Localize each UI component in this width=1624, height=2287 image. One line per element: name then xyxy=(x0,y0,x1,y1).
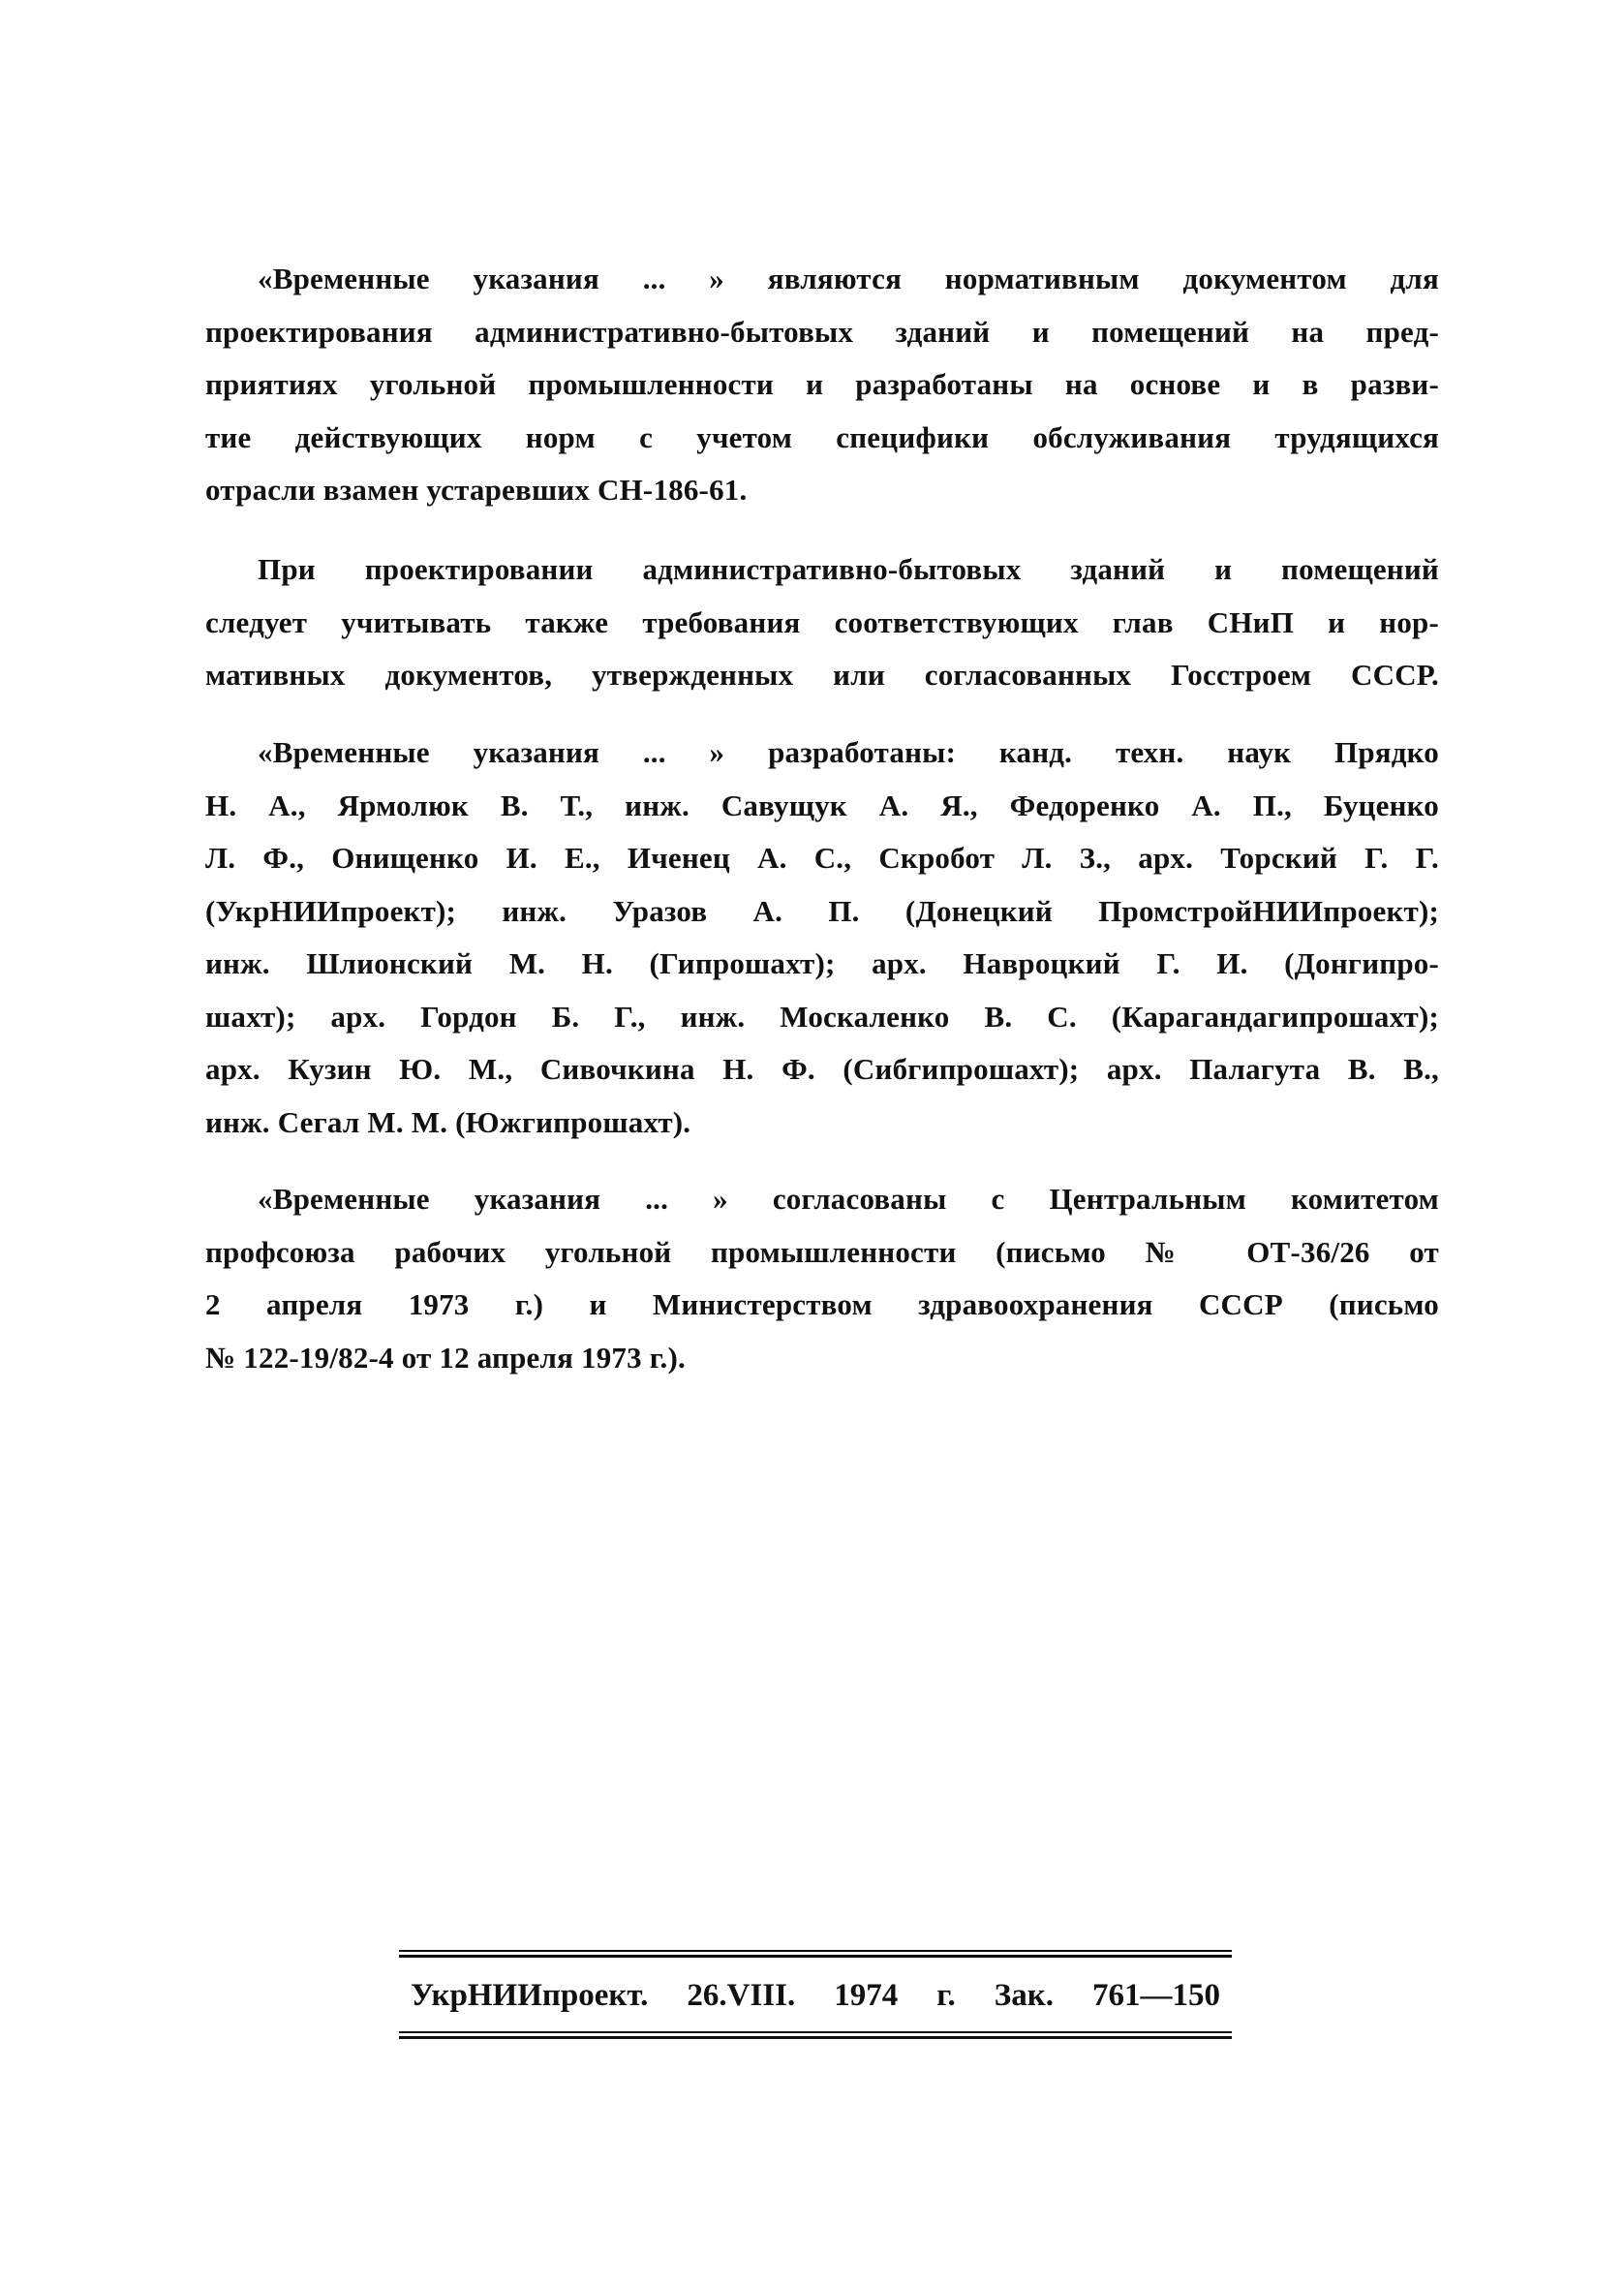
text-line: инж. Сегал М. М. (Южгипрошахт). xyxy=(205,1104,691,1139)
divider xyxy=(399,1950,1232,1952)
text-line: инж. Шлионский М. Н. (Гипрошахт); арх. Навроцкий Г. И. (Донгипро- xyxy=(205,946,1439,980)
text-line: Л. Ф., Онищенко И. Е., Иченец А. С., Скробот Л. З., арх. Торский Г. Г. xyxy=(205,841,1439,875)
text-line: № 122-19/82-4 от 12 апреля 1973 г.). xyxy=(205,1340,686,1375)
text-line: арх. Кузин Ю. М., Сивочкина Н. Ф. (Сибгипрошахт); арх. Палагута В. В., xyxy=(205,1052,1439,1086)
divider xyxy=(399,1955,1232,1958)
text-line: тие действующих норм с учетом специфики обслуживания трудящихся xyxy=(205,419,1439,454)
text-line: приятиях угольной промышленности и разработаны на основе и в разви- xyxy=(205,367,1439,401)
paragraph-authors xyxy=(205,733,1439,1156)
text-line: «Временные указания ... » разработаны: канд. техн. наук Прядко xyxy=(258,735,1439,769)
text-line: 2 апреля 1973 г.) и Министерством здравоохранения СССР (письмо xyxy=(205,1287,1439,1321)
text-line: мативных документов, утвержденных или согласованных Госстроем СССР. xyxy=(205,658,1439,692)
paragraph-approvals xyxy=(205,1180,1439,1391)
paragraph-requirements xyxy=(205,550,1439,709)
text-line: шахт); арх. Гордон Б. Г., инж. Москаленко В. С. (Карагандагипрошахт); xyxy=(205,999,1439,1034)
text-line: следует учитывать также требования соответствующих глав СНиП и нор- xyxy=(205,604,1439,639)
text-line: отрасли взамен устаревших СН-186-61. xyxy=(205,473,748,507)
text-line: «Временные указания ... » согласованы с Центральным комитетом xyxy=(258,1182,1439,1216)
imprint-text: УкрНИИпроект. 26.VIII. 1974 г. Зак. 761—150 xyxy=(411,1978,1220,2013)
text-line: «Временные указания ... » являются нормативным документом для xyxy=(258,262,1439,295)
text-line: (УкрНИИпроект); инж. Уразов А. П. (Донецкий ПромстройНИИпроект); xyxy=(205,893,1439,928)
text-line: проектирования административно-бытовых зданий и помещений на пред- xyxy=(205,314,1439,349)
divider xyxy=(399,2031,1232,2033)
text-line: профсоюза рабочих угольной промышленности (письмо № ОТ-36/26 от xyxy=(205,1234,1439,1269)
text-line: Н. А., Ярмолюк В. Т., инж. Савущук А. Я., Федоренко А. П., Буценко xyxy=(205,788,1439,822)
text-line: При проектировании административно-бытовых зданий и помещений xyxy=(258,552,1439,586)
imprint-footer xyxy=(399,1947,1232,2042)
divider xyxy=(399,2036,1232,2039)
paragraph-purpose xyxy=(205,260,1439,524)
